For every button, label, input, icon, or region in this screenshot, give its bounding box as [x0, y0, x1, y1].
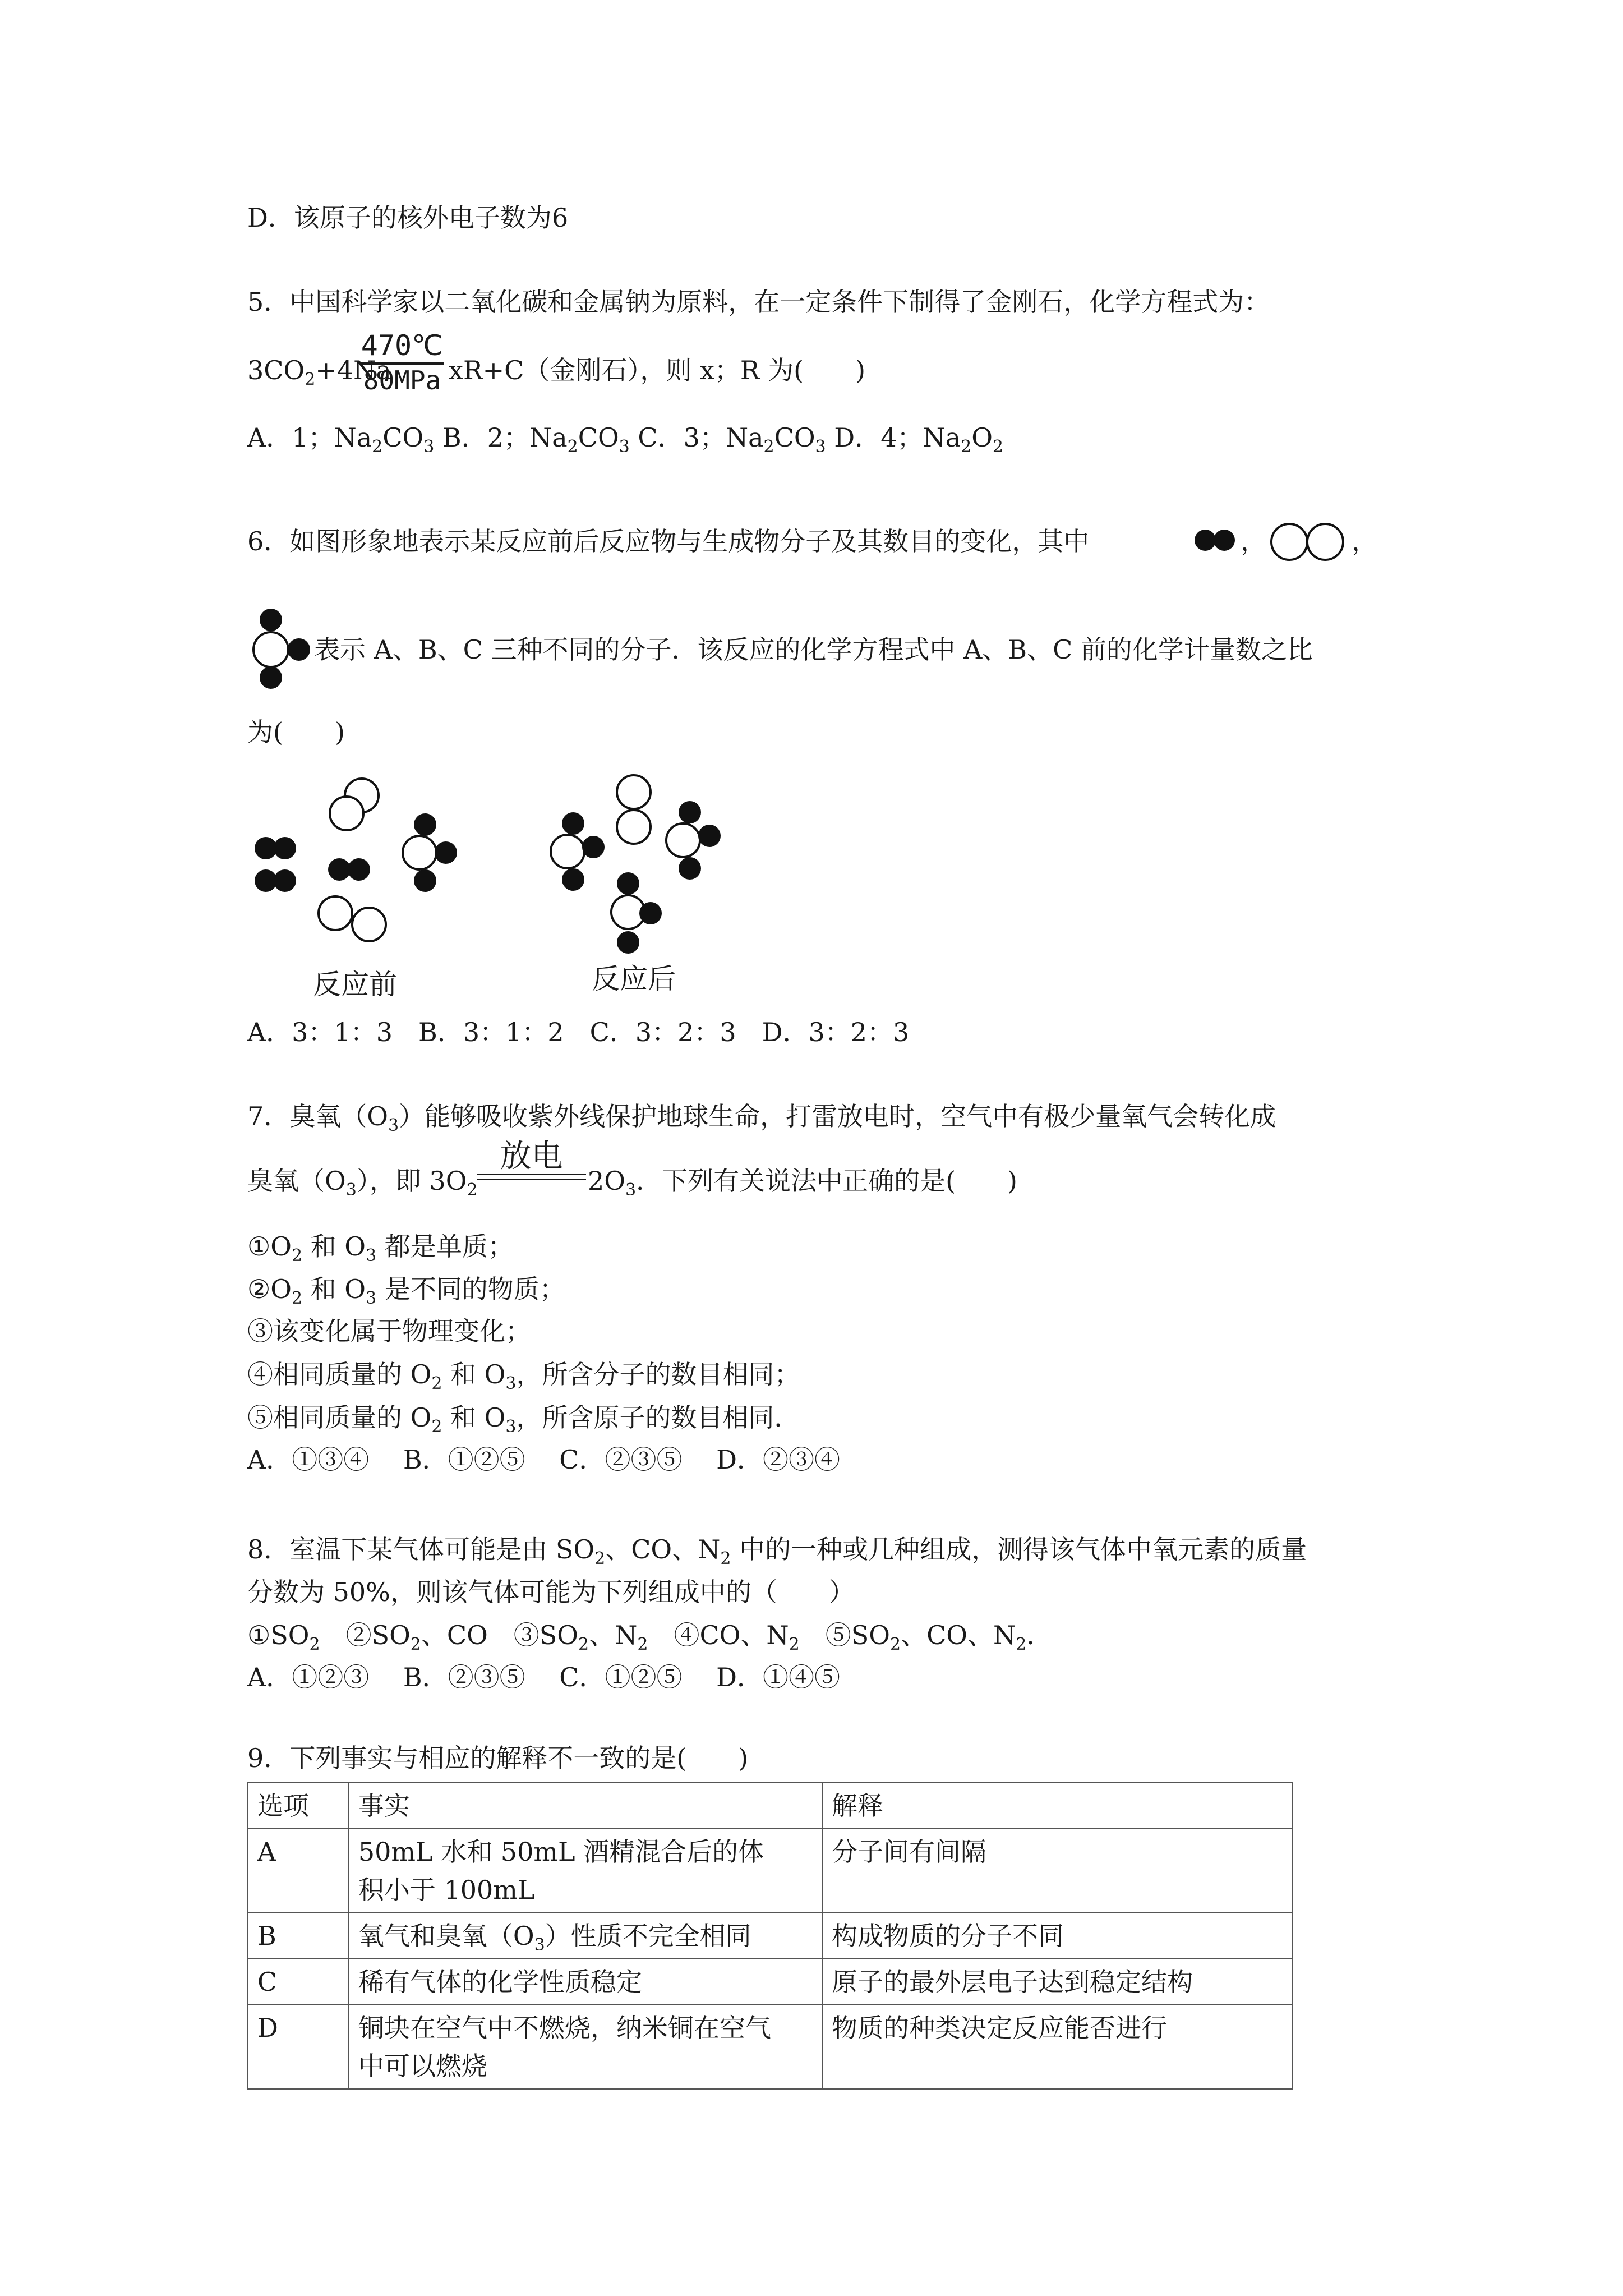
row-fact: 50mL 水和 50mL 酒精混合后的体积小于 100mL: [349, 1829, 822, 1913]
row-option: D: [248, 2005, 349, 2089]
q7-stem-line2b: $2O_3$．下列有关说法中正确的是( ): [588, 1166, 1017, 1200]
q5-condition-temperature: 470℃: [361, 329, 444, 362]
q5-stem: 5．中国科学家以二氧化碳和金属钠为原料，在一定条件下制得了金刚石，化学方程式为：: [247, 287, 1270, 317]
row-option: C: [248, 1959, 349, 2005]
q7-statement-5: ⑤相同质量的 $O_2$ 和 $O_3$，所含原子的数目相同．: [247, 1402, 800, 1437]
q7-discharge-arrow: [477, 1140, 586, 1180]
table-row: [248, 1913, 1293, 1959]
q7-stem-line2a: 臭氧$(O_3)$，即 $3O_2$: [247, 1166, 478, 1200]
q5-options: A．1；$Na_2CO_3$ B．2；$Na_2CO_3$ C．3；$Na_2CO_3$ D．4；$Na_2O_2$: [247, 422, 1003, 457]
q8-combinations: $①SO_2$ $②SO_2$、CO $③SO_2$、$N_2$ ④CO、$N_2$ $⑤SO_2$、CO、$N_2$．: [247, 1620, 1053, 1654]
row-explanation: 构成物质的分子不同: [822, 1913, 1293, 1959]
q5-condition-pressure: 80MPa: [363, 365, 441, 395]
q7-options: A．①③④ B．①②⑤ C．②③⑤ D．②③④: [247, 1444, 840, 1475]
row-explanation: 物质的种类决定反应能否进行: [822, 2005, 1293, 2089]
q6-stem-line2: 表示 A、B、C 三种不同的分子．该反应的化学方程式中 A、B、C 前的化学计量数之比: [314, 634, 1313, 665]
q6-comma-2: ，: [1352, 526, 1377, 556]
molecule-b-icon: [1269, 521, 1348, 563]
q7-statement-1: $①O_2$ 和 $O_3$ 都是单质；: [247, 1231, 514, 1266]
q5-reaction-condition: [360, 330, 444, 395]
molecule-c-icon: [248, 605, 316, 692]
q5-equation-right: xR+C（金刚石），则 x；R 为( ): [449, 355, 866, 385]
q5-equation-left: $3CO_2+4Na$: [247, 355, 391, 389]
table-row: [248, 1959, 1293, 2005]
header-fact: 事实: [349, 1783, 822, 1829]
q8-stem-line2: 分数为 50%，则该气体可能为下列组成中的（ ）: [247, 1577, 855, 1607]
label-before-reaction: 反应前: [313, 968, 397, 1001]
molecule-a-icon: [1193, 526, 1238, 554]
row-fact: 氧气和臭氧$(O_3)$性质不完全相同: [349, 1913, 822, 1959]
q7-discharge-label: 放电: [500, 1138, 563, 1175]
q7-statement-3: ③该变化属于物理变化；: [247, 1316, 531, 1346]
q4-option-d: D．该原子的核外电子数为6: [247, 203, 569, 233]
q7-statement-2: $②O_2$ 和 $O_3$ 是不同的物质；: [247, 1274, 565, 1308]
q9-stem: 9．下列事实与相应的解释不一致的是( ): [247, 1743, 749, 1773]
row-fact: 铜块在空气中不燃烧，纳米铜在空气中可以燃烧: [349, 2005, 822, 2089]
q9-table: [247, 1782, 1293, 2090]
q6-comma-1: ，: [1241, 526, 1266, 556]
header-explanation: 解释: [822, 1783, 1293, 1829]
table-header-row: [248, 1783, 1293, 1829]
q6-stem-line1: 6．如图形象地表示某反应前后反应物与生成物分子及其数目的变化，其中: [247, 526, 1090, 556]
label-after-reaction: 反应后: [592, 963, 676, 995]
table-row: [248, 1829, 1293, 1913]
row-fact: 稀有气体的化学性质稳定: [349, 1959, 822, 2005]
row-explanation: 分子间有间隔: [822, 1829, 1293, 1913]
q8-stem-line1: 8．室温下某气体可能是由 $SO_2$、CO、$N_2$ 中的一种或几种组成，测得该气体中氧元素的质量: [247, 1534, 1307, 1568]
q6-options: A．3：1：3 B．3：1：2 C．3：2：3 D．3：2：3: [247, 1017, 910, 1047]
row-option: B: [248, 1913, 349, 1959]
q6-stem-line3: 为( ): [247, 717, 345, 747]
table-row: [248, 2005, 1293, 2089]
row-option: A: [248, 1829, 349, 1913]
row-explanation: 原子的最外层电子达到稳定结构: [822, 1959, 1293, 2005]
q7-statement-4: ④相同质量的 $O_2$ 和 $O_3$，所含分子的数目相同；: [247, 1359, 800, 1393]
q8-options: A．①②③ B．②③⑤ C．①②⑤ D．①④⑤: [247, 1662, 840, 1692]
q7-stem-line1: 7．臭氧$(O_3)$能够吸收紫外线保护地球生命，打雷放电时，空气中有极少量氧气会转化成: [247, 1101, 1276, 1135]
header-option: 选项: [248, 1783, 349, 1829]
reaction-after-diagram: [538, 769, 763, 959]
